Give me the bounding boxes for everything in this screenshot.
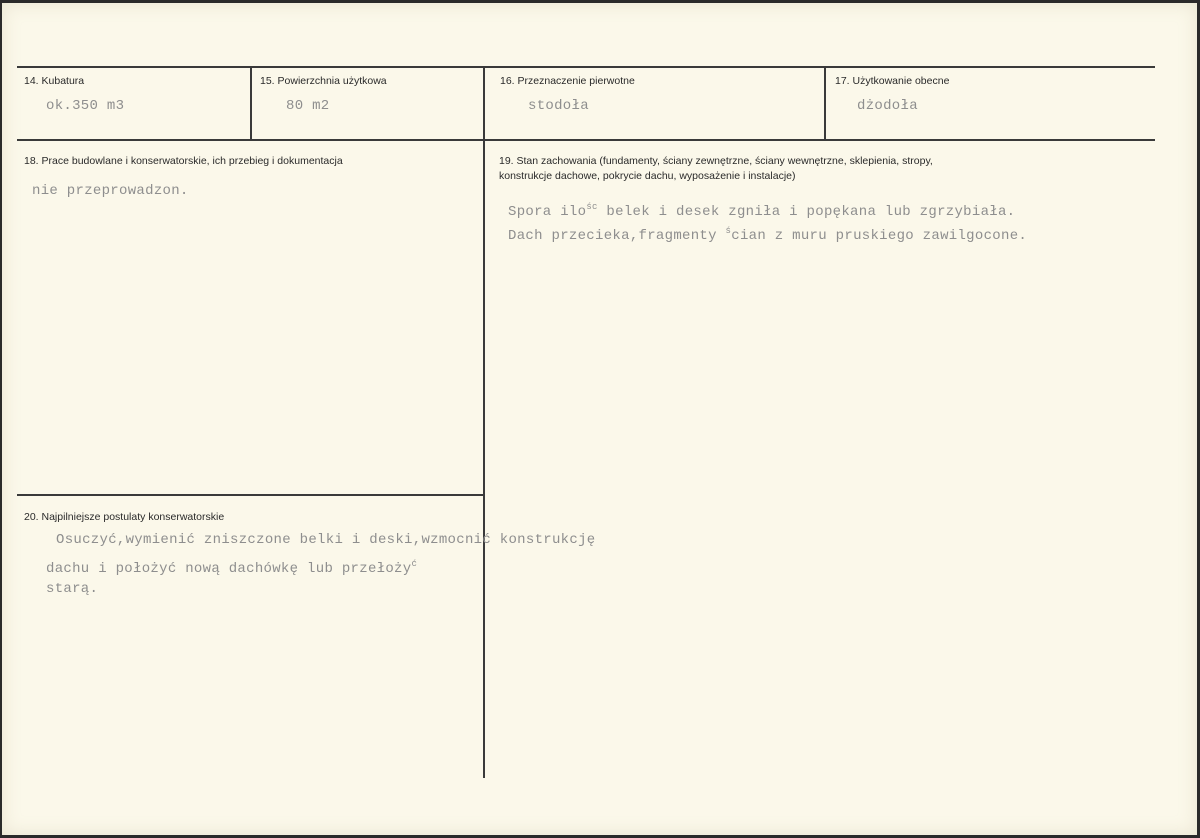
- field-20-label: 20. Najpilniejsze postulaty konserwatorskie: [24, 511, 225, 523]
- field-16-label: 16. Przeznaczenie pierwotne: [500, 75, 635, 87]
- field-16-value: stodoła: [528, 98, 589, 114]
- field-19-line-2-end: cian z muru pruskiego zawilgocone.: [731, 228, 1028, 244]
- divider-14-15: [250, 67, 252, 141]
- field-18-value: nie przeprowadzon.: [32, 183, 189, 199]
- top-rule: [17, 66, 1155, 68]
- center-divider: [483, 140, 485, 778]
- field-19-line-2-superscript: ś: [725, 226, 732, 236]
- divider-18-20: [17, 494, 485, 496]
- field-19-line-1-superscript: śc: [586, 202, 598, 212]
- field-19-value-line-1: [508, 197, 1015, 222]
- field-20-line-2-superscript: ć: [411, 559, 418, 569]
- field-14-label: 14. Kubatura: [24, 75, 85, 87]
- field-20-value-line-2: [46, 554, 417, 579]
- field-19-label: 19. Stan zachowania (fundamenty, ściany zewnętrzne, ściany wewnętrzne, sklepienia, stropy,: [499, 155, 933, 167]
- field-19-line-1-end: belek i desek zgniła i popękana lub zgrzybiała.: [597, 204, 1016, 220]
- field-19-value-line-2: [508, 221, 1027, 246]
- field-17-label: 17. Użytkowanie obecne: [835, 75, 950, 87]
- field-20-line-2-start: dachu i położyć nową dachówkę lub przełoży: [46, 561, 412, 577]
- field-19-label-continued: konstrukcje dachowe, pokrycie dachu, wyposażenie i instalacje): [499, 170, 796, 182]
- field-15-value: 80 m2: [286, 98, 330, 114]
- inventory-card: [2, 3, 1197, 835]
- field-20-value-line-3: starą.: [46, 581, 99, 597]
- row1-bottom-rule: [17, 139, 1155, 141]
- field-19-line-2-start: Dach przecieka,fragmenty: [508, 228, 726, 244]
- divider-16-17: [824, 67, 826, 141]
- field-15-label: 15. Powierzchnia użytkowa: [260, 75, 387, 87]
- field-18-label: 18. Prace budowlane i konserwatorskie, ich przebieg i dokumentacja: [24, 155, 343, 167]
- field-17-value: dżodoła: [857, 98, 918, 114]
- field-14-value: ok.350 m3: [46, 98, 125, 114]
- divider-15-16: [483, 67, 485, 141]
- field-19-line-1-start: Spora ilo: [508, 204, 587, 220]
- field-20-value-line-1: Osuczyć,wymienić zniszczone belki i deski,wzmocnić konstrukcję: [56, 532, 596, 548]
